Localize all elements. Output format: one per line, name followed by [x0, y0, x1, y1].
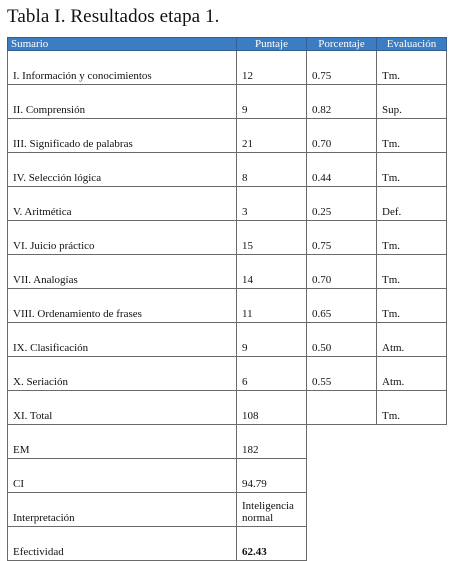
- header-sumario: Sumario: [8, 38, 237, 51]
- cell-evaluacion: Sup.: [377, 85, 447, 119]
- results-table: [7, 37, 447, 561]
- empty-cell: [307, 459, 377, 493]
- cell-evaluacion: Atm.: [377, 357, 447, 391]
- header-evaluacion: Evaluación: [377, 38, 447, 51]
- cell-porcentaje: 0.50: [307, 323, 377, 357]
- summary-label-interpretacion: Interpretación: [8, 493, 237, 527]
- cell-porcentaje: 0.82: [307, 85, 377, 119]
- table-row: [8, 289, 447, 323]
- summary-row: [8, 425, 447, 459]
- table-row-total: [8, 391, 447, 425]
- table-row: [8, 357, 447, 391]
- cell-puntaje: 9: [237, 85, 307, 119]
- cell-sumario: X. Seriación: [8, 357, 237, 391]
- table-row: [8, 187, 447, 221]
- cell-porcentaje: 0.55: [307, 357, 377, 391]
- cell-puntaje: 8: [237, 153, 307, 187]
- cell-puntaje: 15: [237, 221, 307, 255]
- cell-evaluacion: Tm.: [377, 153, 447, 187]
- table-row: [8, 153, 447, 187]
- summary-row: [8, 493, 447, 527]
- cell-puntaje: 6: [237, 357, 307, 391]
- summary-value-efectividad: 62.43: [237, 527, 307, 561]
- empty-cell: [377, 459, 447, 493]
- cell-sumario: XI. Total: [8, 391, 237, 425]
- cell-porcentaje: 0.75: [307, 51, 377, 85]
- cell-porcentaje: [307, 391, 377, 425]
- table-row: [8, 51, 447, 85]
- cell-sumario: VIII. Ordenamiento de frases: [8, 289, 237, 323]
- cell-sumario: IV. Selección lógica: [8, 153, 237, 187]
- cell-sumario: V. Aritmética: [8, 187, 237, 221]
- table-row: [8, 323, 447, 357]
- header-row: [8, 38, 447, 51]
- summary-value-ci: 94.79: [237, 459, 307, 493]
- cell-puntaje: 108: [237, 391, 307, 425]
- cell-evaluacion: Tm.: [377, 221, 447, 255]
- cell-evaluacion: Atm.: [377, 323, 447, 357]
- cell-evaluacion: Tm.: [377, 289, 447, 323]
- cell-puntaje: 12: [237, 51, 307, 85]
- cell-sumario: VI. Juicio práctico: [8, 221, 237, 255]
- cell-porcentaje: 0.70: [307, 119, 377, 153]
- cell-sumario: III. Significado de palabras: [8, 119, 237, 153]
- summary-row: [8, 459, 447, 493]
- cell-sumario: IX. Clasificación: [8, 323, 237, 357]
- summary-label-ci: CI: [8, 459, 237, 493]
- cell-porcentaje: 0.75: [307, 221, 377, 255]
- table-row: [8, 119, 447, 153]
- cell-sumario: I. Información y conocimientos: [8, 51, 237, 85]
- cell-porcentaje: 0.70: [307, 255, 377, 289]
- header-puntaje: Puntaje: [237, 38, 307, 51]
- summary-label-efectividad: Efectividad: [8, 527, 237, 561]
- cell-evaluacion: Tm.: [377, 119, 447, 153]
- cell-evaluacion: Tm.: [377, 51, 447, 85]
- table-row: [8, 85, 447, 119]
- cell-sumario: VII. Analogías: [8, 255, 237, 289]
- empty-cell: [307, 425, 377, 459]
- summary-label-em: EM: [8, 425, 237, 459]
- empty-cell: [377, 425, 447, 459]
- cell-puntaje: 11: [237, 289, 307, 323]
- cell-evaluacion: Tm.: [377, 391, 447, 425]
- table-row: [8, 255, 447, 289]
- table-row: [8, 221, 447, 255]
- cell-evaluacion: Def.: [377, 187, 447, 221]
- cell-porcentaje: 0.25: [307, 187, 377, 221]
- header-porcentaje: Porcentaje: [307, 38, 377, 51]
- cell-sumario: II. Comprensión: [8, 85, 237, 119]
- cell-porcentaje: 0.44: [307, 153, 377, 187]
- cell-porcentaje: 0.65: [307, 289, 377, 323]
- summary-value-interpretacion: Inteligencia normal: [237, 493, 307, 527]
- empty-cell: [377, 493, 447, 527]
- cell-evaluacion: Tm.: [377, 255, 447, 289]
- cell-puntaje: 3: [237, 187, 307, 221]
- cell-puntaje: 9: [237, 323, 307, 357]
- summary-value-em: 182: [237, 425, 307, 459]
- cell-puntaje: 21: [237, 119, 307, 153]
- cell-puntaje: 14: [237, 255, 307, 289]
- table-title: Tabla I. Resultados etapa 1.: [7, 6, 220, 27]
- empty-cell: [307, 493, 377, 527]
